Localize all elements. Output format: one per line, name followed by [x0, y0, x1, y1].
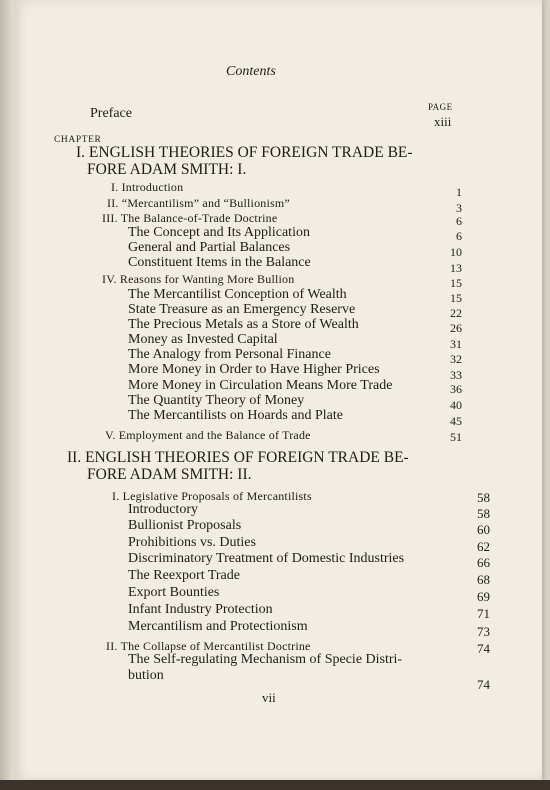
toc-page: 13 [450, 261, 462, 275]
chapter-label: CHAPTER [54, 135, 102, 145]
contents-title: Contents [226, 64, 276, 79]
toc-page: 58 [477, 490, 490, 505]
page-number: vii [262, 690, 276, 705]
toc-entry: Infant Industry Protection [128, 602, 273, 617]
chapter-2-title-line1: II. ENGLISH THEORIES OF FOREIGN TRADE BE- [67, 449, 409, 466]
toc-page: 15 [450, 276, 462, 290]
toc-entry: Mercantilism and Protectionism [128, 619, 308, 634]
toc-entry: The Mercantilists on Hoards and Plate [128, 408, 344, 423]
toc-entry: Discriminatory Treatment of Domestic Industries [128, 551, 405, 566]
toc-page: 58 [477, 506, 490, 521]
toc-page: 10 [450, 245, 462, 259]
toc-entry: V. Employment and the Balance of Trade [105, 428, 311, 442]
toc-page: 36 [450, 382, 462, 396]
toc-page: 71 [477, 606, 490, 621]
toc-page: 51 [450, 430, 462, 444]
toc-page: 22 [450, 306, 462, 320]
toc-page: 3 [456, 201, 462, 215]
toc-page: 6 [456, 214, 462, 228]
chapter-1-title-line2: FORE ADAM SMITH: I. [87, 161, 247, 178]
toc-page: 1 [456, 185, 462, 199]
preface-label: Preface [90, 106, 132, 121]
book-page [14, 0, 542, 780]
chapter-2-title-line2: FORE ADAM SMITH: II. [87, 466, 252, 483]
toc-page: 74 [477, 677, 490, 692]
toc-entry: bution [128, 668, 164, 683]
toc-page: 33 [450, 368, 462, 382]
toc-entry: The Quantity Theory of Money [128, 393, 305, 408]
toc-page: 73 [477, 624, 490, 639]
preface-page: xiii [434, 114, 452, 129]
toc-entry: The Mercantilist Conception of Wealth [128, 287, 347, 302]
toc-page: 26 [450, 321, 462, 335]
toc-entry: Money as Invested Capital [128, 332, 278, 347]
toc-entry: II. The Collapse of Mercantilist Doctrine [106, 639, 311, 653]
toc-entry: The Concept and Its Application [128, 225, 310, 240]
toc-page: 31 [450, 337, 462, 351]
toc-page: 32 [450, 352, 462, 366]
toc-entry: The Precious Metals as a Store of Wealth [128, 317, 359, 332]
toc-entry: More Money in Order to Have Higher Prices [128, 362, 380, 377]
toc-entry: Bullionist Proposals [128, 518, 242, 533]
toc-page: 66 [477, 555, 490, 570]
toc-entry: III. The Balance-of-Trade Doctrine [102, 211, 278, 225]
book-gutter [0, 0, 14, 780]
toc-entry: IV. Reasons for Wanting More Bullion [102, 272, 295, 286]
toc-page: 45 [450, 414, 462, 428]
toc-page: 15 [450, 291, 462, 305]
toc-entry: The Analogy from Personal Finance [128, 347, 331, 362]
toc-page: 60 [477, 522, 490, 537]
toc-entry: General and Partial Balances [128, 240, 291, 255]
chapter-1-title-line1: I. ENGLISH THEORIES OF FOREIGN TRADE BE- [76, 144, 413, 161]
toc-entry: Constituent Items in the Balance [128, 255, 311, 270]
toc-entry: II. “Mercantilism” and “Bullionism” [107, 196, 290, 210]
toc-page: 69 [477, 589, 490, 604]
book-shadow-edge [0, 780, 550, 790]
toc-page: 74 [477, 641, 490, 656]
toc-entry: State Treasure as an Emergency Reserve [128, 302, 356, 317]
toc-entry: Export Bounties [128, 585, 220, 600]
toc-page: 68 [477, 572, 490, 587]
toc-entry: I. Legislative Proposals of Mercantilists [112, 489, 312, 503]
toc-entry: Prohibitions vs. Duties [128, 535, 256, 550]
toc-entry: The Reexport Trade [128, 568, 240, 583]
toc-entry: Introductory [128, 502, 198, 517]
toc-page: 40 [450, 398, 462, 412]
toc-entry: I. Introduction [111, 180, 184, 194]
toc-page: 6 [456, 229, 462, 243]
toc-page: 62 [477, 539, 490, 554]
toc-entry: More Money in Circulation Means More Trade [128, 378, 393, 393]
page-column-header: PAGE [428, 102, 453, 112]
toc-entry: The Self-regulating Mechanism of Specie Distri- [128, 652, 403, 667]
